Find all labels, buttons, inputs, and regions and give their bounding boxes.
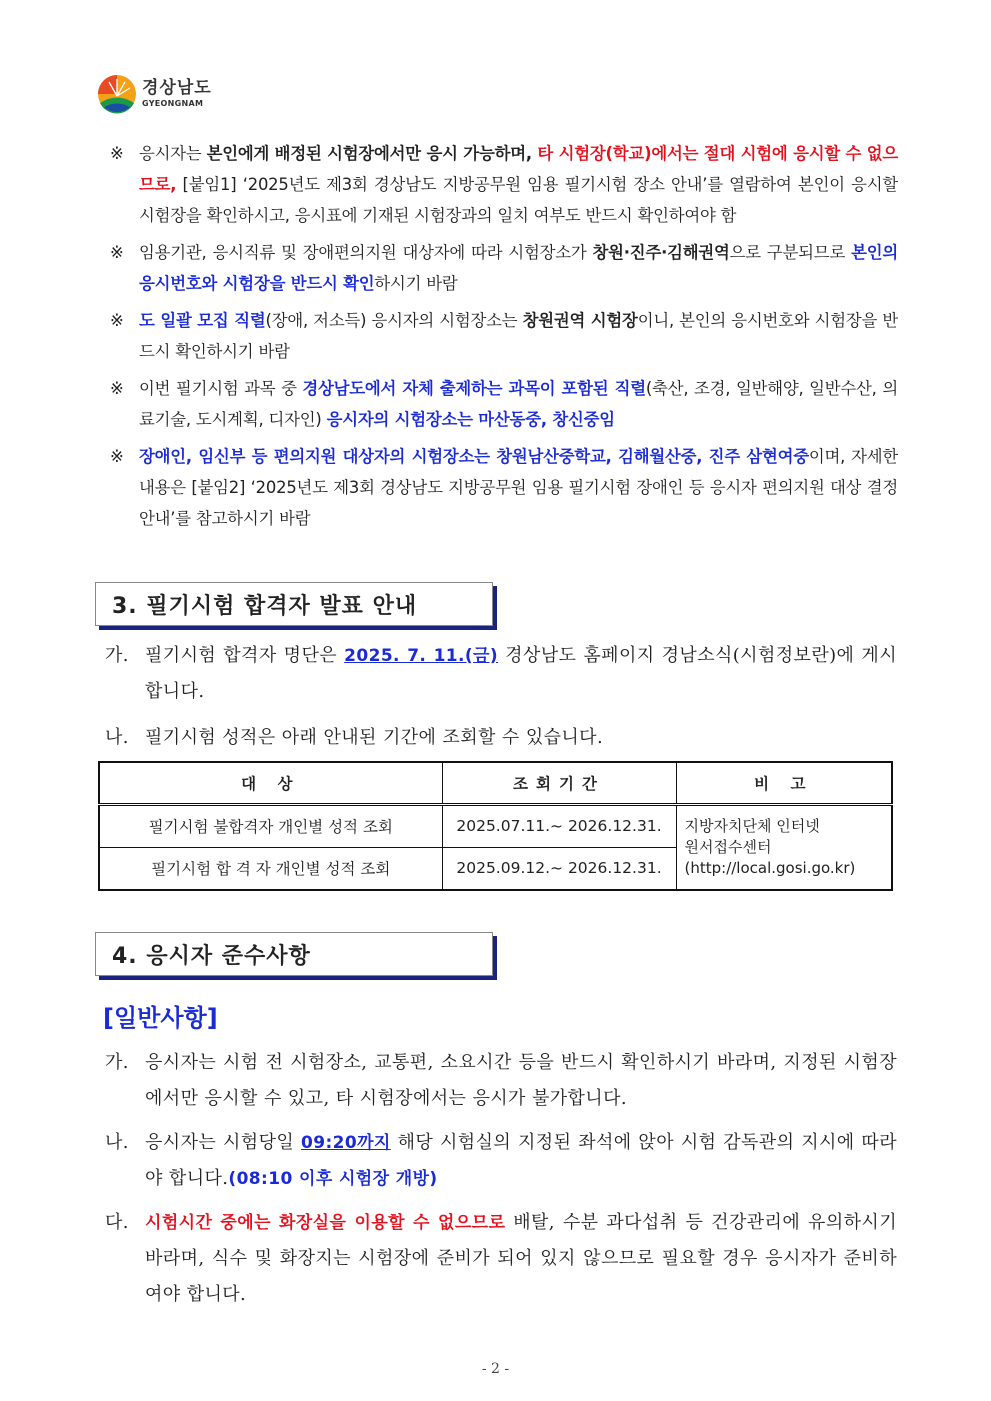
section-4-item-b: 나. 응시자는 시험당일 09:20까지 해당 시험실의 지정된 좌석에 앉아 시험 감독관의 지시에 따라야 합니다.(08:10 이후 시험장 개방) — [105, 1132, 897, 1189]
table-note-cell: 지방자치단체 인터넷 원서접수센터 (http://local.gosi.go.kr) — [676, 804, 892, 890]
table-cell: 필기시험 불합격자 개인별 성적 조회 — [99, 804, 442, 847]
section-3-item-a: 가. 필기시험 합격자 명단은 2025. 7. 11.(금) 경상남도 홈페이지 경남소식(시험정보란)에 게시합니다. — [105, 645, 897, 702]
table-header: 조회기간 — [442, 762, 676, 804]
section-4-item-a: 가. 응시자는 시험 전 시험장소, 교통편, 소요시간 등을 반드시 확인하시기 바라며, 지정된 시험장에서만 응시할 수 있고, 타 시험장에서는 응시가 불가합니다. — [105, 1052, 897, 1109]
section-4-item-c: 다. 시험시간 중에는 화장실을 이용할 수 없으므로 배탈, 수분 과다섭취 등 건강관리에 유의하시기 바라며, 식수 및 화장지는 시험장에 준비가 되어 있지 않으므로 필요할 경우 응시자가 준비하여야 합니다. — [105, 1212, 897, 1305]
notice-item: ※ 응시자는 본인에게 배정된 시험장에서만 응시 가능하며, 타 시험장(학교)에서는 절대 시험에 응시할 수 없으므로, [붙임1] ‘2025년도 제3회 경상남도 지방공무원 임용 필기시험 장소 안내’를 열람하여 본인이 응시할 시험장을 확인하시고, 응시표에 기재된 시험장과의 일치 여부도 반드시 확인하여야 함 — [110, 144, 898, 225]
table-header: 비 고 — [676, 762, 892, 804]
score-inquiry-table — [98, 761, 893, 891]
notice-list — [110, 138, 898, 540]
table-cell: 필기시험 합 격 자 개인별 성적 조회 — [99, 847, 442, 890]
section-4-body — [105, 1045, 897, 1313]
table-cell: 2025.09.12.~ 2026.12.31. — [442, 847, 676, 890]
section-3-item-b: 나. 필기시험 성적은 아래 안내된 기간에 조회할 수 있습니다. — [105, 727, 604, 748]
table-row — [99, 804, 892, 847]
table-header-row — [99, 762, 892, 804]
notice-item: ※ 이번 필기시험 과목 중 경상남도에서 자체 출제하는 과목이 포함된 직렬(축산, 조경, 일반해양, 일반수산, 의료기술, 도시계획, 디자인) 응시자의 시험장소는 마산동중, 창신중임 — [110, 379, 898, 429]
arrival-time: 09:20까지 — [300, 1133, 391, 1153]
notice-item: ※ 장애인, 임신부 등 편의지원 대상자의 시험장소는 창원남산중학교, 김해월산중, 진주 삼현여중이며, 자세한 내용은 [붙임2] ‘2025년도 제3회 경상남도 지방공무원 임용 필기시험 장애인 등 응시자 편의지원 대상 결정 안내’를 참고하시기 바람 — [110, 447, 899, 528]
table-header: 대 상 — [99, 762, 442, 804]
section-3-heading: 3. 필기시험 합격자 발표 안내 — [95, 582, 493, 626]
logo-name-en: GYEONGNAM — [142, 99, 204, 108]
table-cell: 2025.07.11.~ 2026.12.31. — [442, 804, 676, 847]
general-rules-heading: [일반사항] — [103, 1004, 218, 1032]
gyeongnam-emblem-icon — [97, 74, 137, 114]
announcement-date: 2025. 7. 11.(금) — [344, 646, 499, 666]
gyeongnam-logo — [97, 74, 212, 114]
notice-item: ※ 도 일괄 모집 직렬(장애, 저소득) 응시자의 시험장소는 창원권역 시험장이니, 본인의 응시번호와 시험장을 반드시 확인하시기 바람 — [110, 311, 898, 361]
logo-name-ko: 경상남도 — [142, 78, 212, 98]
section-4-heading: 4. 응시자 준수사항 — [95, 932, 493, 976]
section-3-body — [105, 638, 897, 756]
page-number: - 2 - — [481, 1361, 510, 1377]
gosi-url-link[interactable]: (http://local.gosi.go.kr) — [684, 858, 856, 877]
notice-item: ※ 임용기관, 응시직류 및 장애편의지원 대상자에 따라 시험장소가 창원·진주·김해권역으로 구분되므로 본인의 응시번호와 시험장을 반드시 확인하시기 바람 — [110, 243, 898, 293]
